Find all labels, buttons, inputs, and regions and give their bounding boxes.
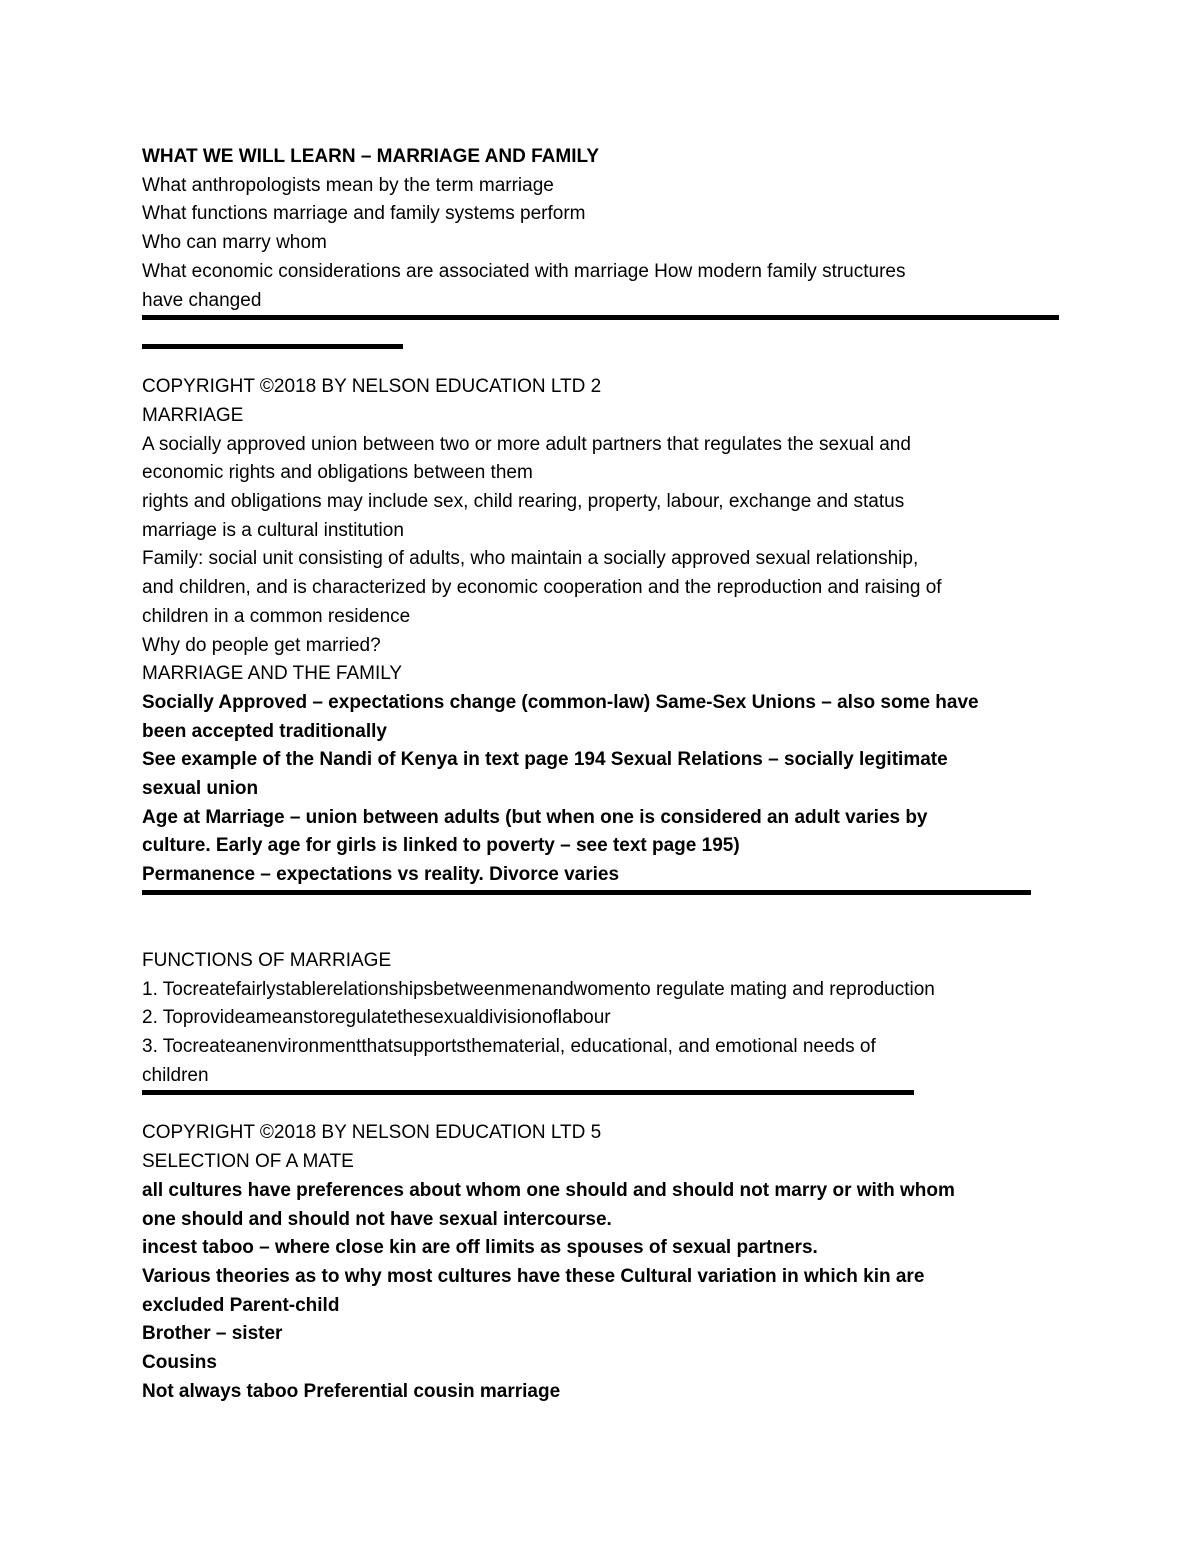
text-line: A socially approved union between two or more adult partners that regulates the sexual and [142, 433, 911, 455]
section-heading: WHAT WE WILL LEARN – MARRIAGE AND FAMILY [142, 146, 600, 167]
bold-text-line: Various theories as to why most cultures have these Cultural variation in which kin are [142, 1265, 925, 1287]
subheading: MARRIAGE AND THE FAMILY [142, 663, 403, 685]
document-page [142, 143, 1062, 1406]
horizontal-rule [142, 890, 1031, 895]
mate-selection-section [142, 1119, 1062, 1406]
bold-text-line: Permanence – expectations vs reality. Divorce varies [142, 864, 620, 886]
text-line: Why do people get married? [142, 634, 381, 656]
horizontal-rule [142, 1090, 914, 1095]
text-line: have changed [142, 289, 262, 311]
text-line: rights and obligations may include sex, child rearing, property, labour, exchange and status [142, 491, 905, 513]
bold-text-line: Socially Approved – expectations change (common-law) Same-Sex Unions – also some have [142, 691, 979, 713]
bold-text-line: all cultures have preferences about whom one should and should not marry or with whom [142, 1179, 955, 1201]
short-horizontal-rule [142, 344, 403, 349]
section-heading: MARRIAGE [142, 404, 244, 426]
section-heading: SELECTION OF A MATE [142, 1151, 354, 1173]
list-item: children [142, 1064, 209, 1086]
learning-objectives-section [142, 143, 1062, 315]
copyright-line: COPYRIGHT ©2018 BY NELSON EDUCATION LTD 5 [142, 1122, 602, 1144]
section-heading: FUNCTIONS OF MARRIAGE [142, 949, 392, 971]
list-item: 2. Toprovideameanstoregulatethesexualdivisionoflabour [142, 1007, 611, 1029]
text-line: What functions marriage and family systems perform [142, 203, 586, 225]
bold-text-line: See example of the Nandi of Kenya in text page 194 Sexual Relations – socially legitimate [142, 749, 948, 771]
bold-text-line: Not always taboo Preferential cousin marriage [142, 1380, 561, 1402]
bold-text-line: incest taboo – where close kin are off limits as spouses of sexual partners. [142, 1237, 818, 1259]
bold-text-line: Cousins [142, 1352, 217, 1374]
bold-text-line: Age at Marriage – union between adults (but when one is considered an adult varies by [142, 806, 928, 828]
text-line: and children, and is characterized by economic cooperation and the reproduction and raising of [142, 577, 942, 599]
text-line: What economic considerations are associated with marriage How modern family structures [142, 260, 906, 282]
text-line: children in a common residence [142, 605, 411, 627]
text-line: marriage is a cultural institution [142, 519, 404, 541]
bold-text-line: sexual union [142, 778, 259, 800]
functions-section [142, 947, 1062, 1091]
list-item: 1. Tocreatefairlystablerelationshipsbetweenmenandwomento regulate mating and reproduction [142, 978, 935, 1000]
text-line: Family: social unit consisting of adults, who maintain a socially approved sexual relationship, [142, 548, 919, 570]
marriage-section [142, 373, 1062, 890]
bold-text-line: been accepted traditionally [142, 720, 387, 742]
bold-text-line: one should and should not have sexual intercourse. [142, 1208, 612, 1230]
horizontal-rule [142, 315, 1059, 320]
list-item: 3. Tocreateanenvironmentthatsupportsthematerial, educational, and emotional needs of [142, 1035, 876, 1057]
bold-text-line: culture. Early age for girls is linked to poverty – see text page 195) [142, 835, 740, 857]
copyright-line: COPYRIGHT ©2018 BY NELSON EDUCATION LTD 2 [142, 376, 602, 398]
bold-text-line: Brother – sister [142, 1323, 283, 1345]
text-line: economic rights and obligations between them [142, 462, 533, 484]
text-line: Who can marry whom [142, 232, 327, 254]
text-line: What anthropologists mean by the term marriage [142, 174, 554, 196]
bold-text-line: excluded Parent-child [142, 1294, 340, 1316]
